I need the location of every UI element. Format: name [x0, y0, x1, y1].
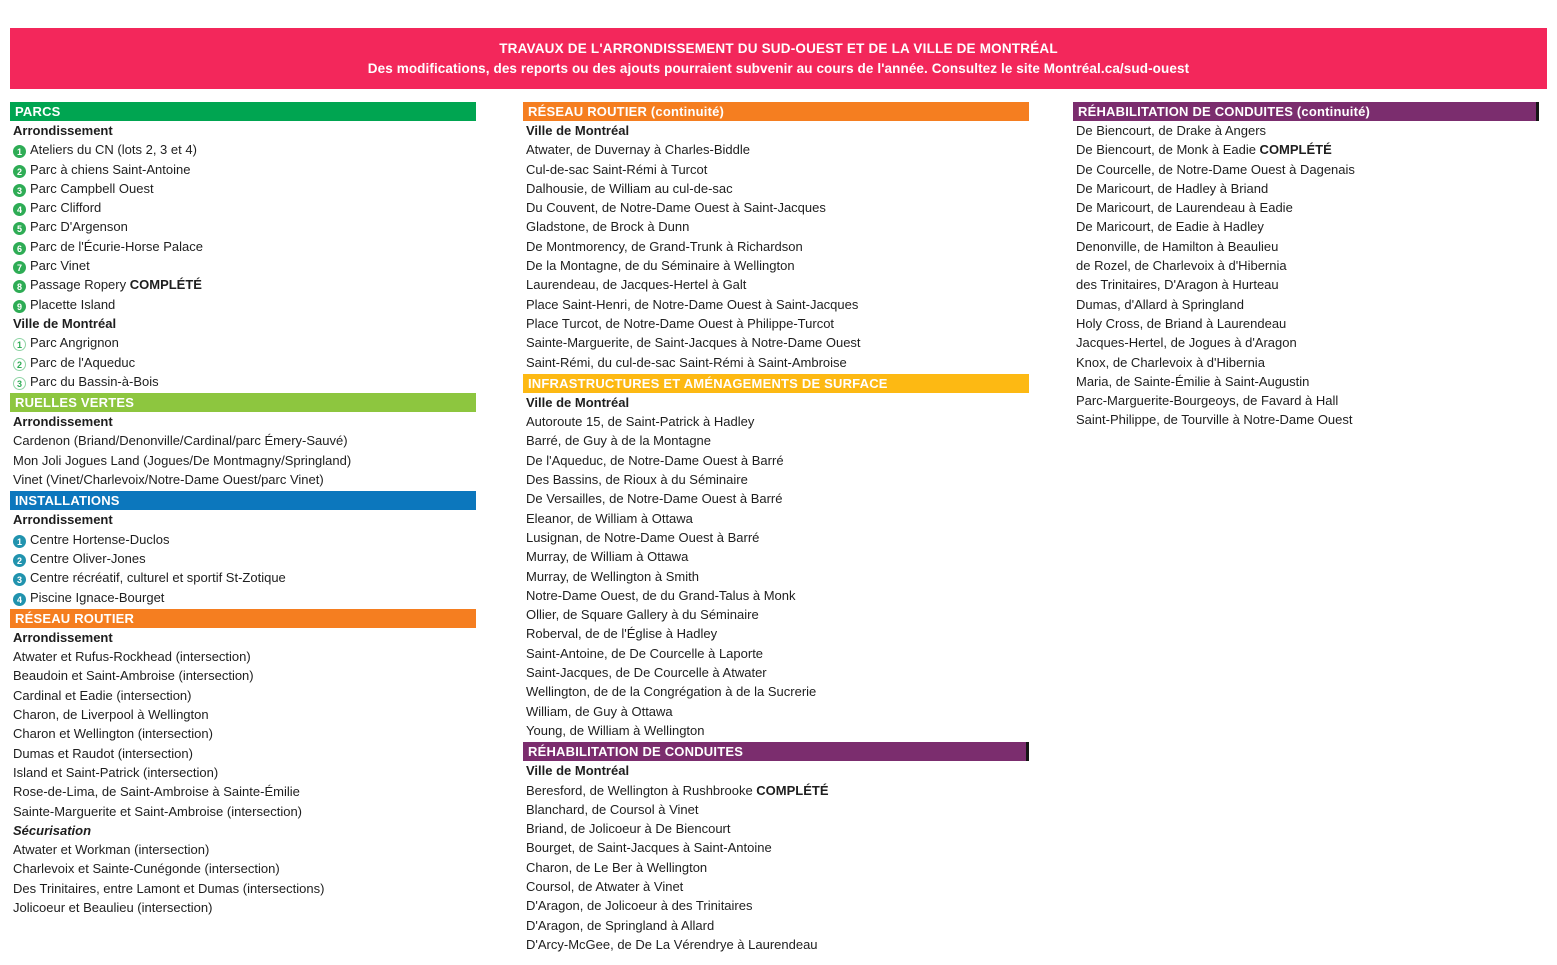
list-item: [1073, 391, 1539, 410]
item-text: Sainte-Marguerite, de Saint-Jacques à Notre-Dame Ouest: [526, 335, 861, 351]
list-item: [523, 489, 1029, 508]
section-header: RÉSEAU ROUTIER (continuité): [523, 102, 1029, 121]
item-text: Saint-Rémi, du cul-de-sac Saint-Rémi à Saint-Ambroise: [526, 354, 847, 370]
item-number-marker: 6: [13, 242, 26, 255]
item-text: Cardinal et Eadie (intersection): [13, 687, 192, 703]
section-header: RÉHABILITATION DE CONDUITES (continuité): [1073, 102, 1539, 121]
item-number-marker: 2: [13, 358, 26, 371]
list-item: [10, 686, 476, 705]
item-text: William, de Guy à Ottawa: [526, 703, 673, 719]
list-item: [10, 256, 476, 275]
list-item: [10, 179, 476, 198]
item-text: Wellington, de de la Congrégation à de la Sucrerie: [526, 684, 817, 700]
group-heading: Arrondissement: [13, 512, 113, 528]
list-item: [523, 528, 1029, 547]
item-number-marker: 3: [13, 573, 26, 586]
item-text: Ateliers du CN (lots 2, 3 et 4): [30, 142, 197, 158]
item-text: Parc de l'Écurie-Horse Palace: [30, 238, 203, 254]
item-text: Murray, de Wellington à Smith: [526, 568, 699, 584]
list-item: [523, 663, 1029, 682]
list-item: [523, 858, 1029, 877]
list-item: [10, 217, 476, 236]
item-number-marker: 5: [13, 222, 26, 235]
list-item: [10, 451, 476, 470]
item-text: Atwater et Rufus-Rockhead (intersection): [13, 649, 251, 665]
item-text: De Biencourt, de Drake à Angers: [1076, 123, 1267, 138]
item-text: D'Arcy-McGee, de De La Vérendrye à Laurendeau: [526, 936, 818, 952]
item-text: De Maricourt, de Eadie à Hadley: [1076, 219, 1264, 235]
item-number-marker: 1: [13, 338, 26, 351]
item-text: Charon, de Liverpool à Wellington: [13, 707, 209, 723]
list-item: [1073, 217, 1539, 236]
list-item: [10, 898, 476, 917]
item-text: Autoroute 15, de Saint-Patrick à Hadley: [526, 414, 755, 430]
section-header: RÉSEAU ROUTIER: [10, 609, 476, 628]
item-text: Dumas, d'Allard à Springland: [1076, 296, 1244, 312]
item-text: Des Bassins, de Rioux à du Séminaire: [526, 472, 748, 488]
item-text: Dumas et Raudot (intersection): [13, 745, 193, 761]
banner-title: TRAVAUX DE L'ARRONDISSEMENT DU SUD-OUEST ET DE LA VILLE DE MONTRÉAL: [499, 41, 1058, 56]
item-text: Saint-Antoine, de De Courcelle à Laporte: [526, 645, 764, 661]
list-item: [1073, 353, 1539, 372]
list-item: [1073, 275, 1539, 294]
list-item: [10, 859, 476, 878]
group-heading: Arrondissement: [13, 414, 113, 430]
item-number-marker: 9: [13, 300, 26, 313]
item-text: Parc Clifford: [30, 200, 102, 216]
list-item: [523, 470, 1029, 489]
list-item: [10, 295, 476, 314]
item-text: Jacques-Hertel, de Jogues à d'Aragon: [1076, 335, 1297, 351]
list-item: [523, 567, 1029, 586]
item-text: Centre récréatif, culturel et sportif St-Zotique: [30, 570, 286, 586]
list-item: [523, 412, 1029, 431]
item-text: Beaudoin et Saint-Ambroise (intersection): [13, 668, 254, 684]
list-item: [10, 160, 476, 179]
list-item: [1073, 333, 1539, 352]
item-text: Knox, de Charlevoix à d'Hibernia: [1076, 354, 1265, 370]
list-item: [523, 838, 1029, 857]
list-item: [523, 644, 1029, 663]
section-header: RUELLES VERTES: [10, 393, 476, 412]
item-text: Parc du Bassin-à-Bois: [30, 373, 159, 389]
item-text: Notre-Dame Ouest, de du Grand-Talus à Monk: [526, 587, 796, 603]
item-text: Denonville, de Hamilton à Beaulieu: [1076, 238, 1279, 254]
list-item: [1073, 179, 1539, 198]
item-number-marker: 2: [13, 165, 26, 178]
list-item: [523, 877, 1029, 896]
item-number-marker: 1: [13, 145, 26, 158]
item-text: Roberval, de de l'Église à Hadley: [526, 626, 718, 642]
list-item: [523, 160, 1029, 179]
section-header: INSTALLATIONS: [10, 491, 476, 510]
item-text: Centre Hortense-Duclos: [30, 531, 170, 547]
banner: [10, 28, 1547, 89]
item-text: De la Montagne, de du Séminaire à Wellington: [526, 258, 795, 274]
list-item: [523, 547, 1029, 566]
item-text: Laurendeau, de Jacques-Hertel à Galt: [526, 277, 747, 293]
group-heading: Ville de Montréal: [526, 394, 630, 410]
list-item: [523, 896, 1029, 915]
list-item: [523, 586, 1029, 605]
list-item: [10, 588, 476, 607]
item-text: Saint-Jacques, de De Courcelle à Atwater: [526, 665, 767, 681]
list-item: [10, 470, 476, 489]
item-text: Place Saint-Henri, de Notre-Dame Ouest à Saint-Jacques: [526, 296, 859, 312]
item-text: Maria, de Sainte-Émilie à Saint-Augustin: [1076, 373, 1310, 389]
list-item: [1073, 160, 1539, 179]
item-text: Gladstone, de Brock à Dunn: [526, 219, 690, 235]
list-item: [1073, 237, 1539, 256]
item-text: Charon et Wellington (intersection): [13, 726, 213, 742]
item-text: Passage Ropery: [30, 277, 127, 293]
list-item: [10, 549, 476, 568]
list-item: [523, 509, 1029, 528]
item-text: Cardenon (Briand/Denonville/Cardinal/parc Émery-Sauvé): [13, 433, 348, 449]
item-text: Atwater et Workman (intersection): [13, 842, 210, 858]
item-number-marker: 2: [13, 554, 26, 567]
list-item: [10, 198, 476, 217]
item-text: Barré, de Guy à de la Montagne: [526, 433, 712, 449]
item-text: De Courcelle, de Notre-Dame Ouest à Dagenais: [1076, 161, 1355, 177]
list-item: [10, 333, 476, 352]
item-text: Holy Cross, de Briand à Laurendeau: [1076, 315, 1287, 331]
list-item: [523, 605, 1029, 624]
item-number-marker: 7: [13, 261, 26, 274]
list-item: [523, 314, 1029, 333]
list-item: [10, 705, 476, 724]
item-text: Jolicoeur et Beaulieu (intersection): [13, 899, 213, 915]
item-text: Centre Oliver-Jones: [30, 550, 146, 566]
item-text: Charon, de Le Ber à Wellington: [526, 859, 708, 875]
list-item: [523, 353, 1029, 372]
list-item: [523, 179, 1029, 198]
item-text: Beresford, de Wellington à Rushbrooke: [526, 782, 753, 798]
item-text: Young, de William à Wellington: [526, 722, 705, 738]
list-item: [10, 372, 476, 391]
list-item: [10, 782, 476, 801]
item-text: Island et Saint-Patrick (intersection): [13, 764, 219, 780]
complete-badge: COMPLÉTÉ: [1255, 142, 1332, 158]
item-text: D'Aragon, de Springland à Allard: [526, 917, 715, 933]
list-item: [523, 198, 1029, 217]
item-text: Coursol, de Atwater à Vinet: [526, 878, 684, 894]
list-item: [523, 781, 1029, 800]
list-item: [10, 647, 476, 666]
list-item: [10, 840, 476, 859]
item-text: Placette Island: [30, 296, 116, 312]
item-number-marker: 1: [13, 535, 26, 548]
list-item: [523, 800, 1029, 819]
item-text: De l'Aqueduc, de Notre-Dame Ouest à Barré: [526, 452, 784, 468]
list-item: [1073, 295, 1539, 314]
list-item: [10, 431, 476, 450]
item-text: Parc de l'Aqueduc: [30, 354, 136, 370]
complete-badge: COMPLÉTÉ: [752, 782, 829, 798]
list-item: [10, 140, 476, 159]
item-text: Parc Campbell Ouest: [30, 180, 154, 196]
list-item: [1073, 372, 1539, 391]
item-text: Bourget, de Saint-Jacques à Saint-Antoine: [526, 840, 772, 856]
list-item: [523, 624, 1029, 643]
list-item: [523, 935, 1029, 954]
list-item: [10, 568, 476, 587]
item-text: Murray, de William à Ottawa: [526, 549, 689, 565]
list-item: [523, 295, 1029, 314]
column-right: [1073, 102, 1539, 430]
item-number-marker: 4: [13, 593, 26, 606]
item-text: Vinet (Vinet/Charlevoix/Notre-Dame Ouest/parc Vinet): [13, 472, 324, 488]
item-text: Ollier, de Square Gallery à du Séminaire: [526, 607, 759, 623]
list-item: [1073, 121, 1539, 140]
item-text: Parc-Marguerite-Bourgeoys, de Favard à Hall: [1076, 393, 1339, 409]
group-heading: Arrondissement: [13, 123, 113, 138]
item-text: Atwater, de Duvernay à Charles-Biddle: [526, 142, 751, 158]
group-heading: Ville de Montréal: [526, 123, 630, 138]
item-text: Parc à chiens Saint-Antoine: [30, 161, 191, 177]
list-item: [523, 451, 1029, 470]
item-text: De Maricourt, de Hadley à Briand: [1076, 180, 1269, 196]
list-item: [523, 275, 1029, 294]
item-text: Du Couvent, de Notre-Dame Ouest à Saint-Jacques: [526, 200, 826, 216]
list-item: [523, 431, 1029, 450]
list-item: [1073, 410, 1539, 429]
list-item: [523, 682, 1029, 701]
list-item: [523, 702, 1029, 721]
banner-subtitle: Des modifications, des reports ou des ajouts pourraient subvenir au cours de l'année. Consultez le site Montréal.ca/sud-ouest: [367, 61, 1190, 76]
list-item: [10, 666, 476, 685]
item-text: Parc Vinet: [30, 258, 90, 274]
item-text: Lusignan, de Notre-Dame Ouest à Barré: [526, 529, 760, 545]
list-item: [10, 353, 476, 372]
list-item: [10, 802, 476, 821]
item-text: De Biencourt, de Monk à Eadie: [1076, 142, 1256, 158]
group-heading: Ville de Montréal: [526, 763, 630, 779]
item-text: Saint-Philippe, de Tourville à Notre-Dame Ouest: [1076, 412, 1353, 428]
item-text: De Versailles, de Notre-Dame Ouest à Barré: [526, 491, 783, 507]
item-text: Des Trinitaires, entre Lamont et Dumas (intersections): [13, 880, 325, 896]
list-item: [10, 724, 476, 743]
section-header: RÉHABILITATION DE CONDUITES: [523, 742, 1029, 761]
list-item: [1073, 314, 1539, 333]
list-item: [523, 916, 1029, 935]
item-number-marker: 4: [13, 203, 26, 216]
list-item: [523, 721, 1029, 740]
section-header: INFRASTRUCTURES ET AMÉNAGEMENTS DE SURFACE: [523, 374, 1029, 393]
item-text: de Rozel, de Charlevoix à d'Hibernia: [1076, 258, 1287, 274]
list-item: [523, 819, 1029, 838]
item-text: Parc Angrignon: [30, 335, 119, 351]
column-left: [10, 102, 476, 917]
item-text: Briand, de Jolicoeur à De Biencourt: [526, 821, 731, 837]
list-item: [10, 275, 476, 294]
list-item: [10, 763, 476, 782]
list-item: [1073, 198, 1539, 217]
item-text: Sainte-Marguerite et Saint-Ambroise (intersection): [13, 803, 303, 819]
item-text: De Montmorency, de Grand-Trunk à Richardson: [526, 238, 803, 254]
group-heading: Sécurisation: [13, 822, 92, 838]
group-heading: Arrondissement: [13, 629, 113, 645]
item-text: Blanchard, de Coursol à Vinet: [526, 801, 699, 817]
column-middle: [523, 102, 1029, 954]
list-item: [1073, 256, 1539, 275]
item-text: Dalhousie, de William au cul-de-sac: [526, 180, 733, 196]
list-item: [10, 237, 476, 256]
list-item: [523, 237, 1029, 256]
item-text: Piscine Ignace-Bourget: [30, 589, 165, 605]
item-number-marker: 3: [13, 184, 26, 197]
list-item: [10, 744, 476, 763]
list-item: [10, 530, 476, 549]
item-text: Place Turcot, de Notre-Dame Ouest à Philippe-Turcot: [526, 315, 835, 331]
item-text: Cul-de-sac Saint-Rémi à Turcot: [526, 161, 708, 177]
group-heading: Ville de Montréal: [13, 315, 117, 331]
item-text: Parc D'Argenson: [30, 219, 128, 235]
section-header: PARCS: [10, 102, 476, 121]
list-item: [523, 333, 1029, 352]
list-item: [523, 217, 1029, 236]
item-number-marker: 3: [13, 377, 26, 390]
list-item: [10, 879, 476, 898]
item-text: De Maricourt, de Laurendeau à Eadie: [1076, 200, 1293, 216]
item-text: Mon Joli Jogues Land (Jogues/De Montmagny/Springland): [13, 452, 352, 468]
item-text: Charlevoix et Sainte-Cunégonde (intersection): [13, 861, 280, 877]
item-text: D'Aragon, de Jolicoeur à des Trinitaires: [526, 898, 753, 914]
item-number-marker: 8: [13, 280, 26, 293]
list-item: [1073, 140, 1539, 159]
complete-badge: COMPLÉTÉ: [126, 277, 202, 293]
list-item: [523, 140, 1029, 159]
item-text: Rose-de-Lima, de Saint-Ambroise à Sainte-Émilie: [13, 784, 300, 800]
item-text: Eleanor, de William à Ottawa: [526, 510, 693, 526]
list-item: [523, 256, 1029, 275]
item-text: des Trinitaires, D'Aragon à Hurteau: [1076, 277, 1279, 293]
